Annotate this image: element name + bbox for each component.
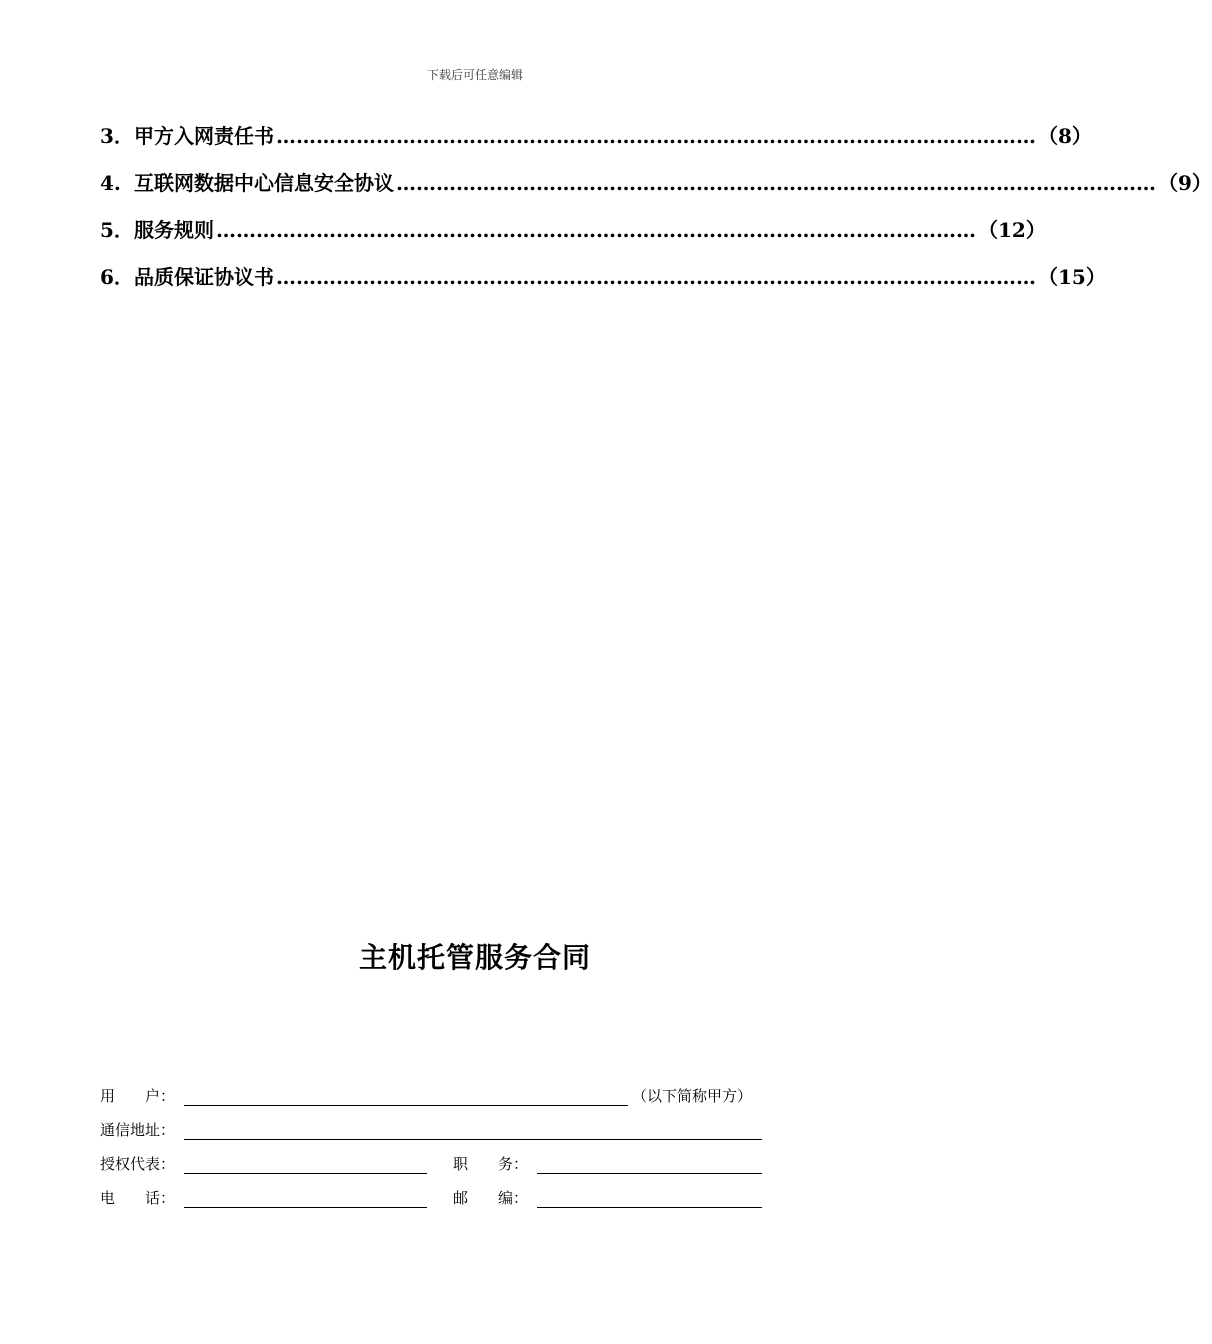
position-field[interactable] xyxy=(537,1155,762,1174)
phone-row xyxy=(100,1174,780,1208)
toc-item-page: （15） xyxy=(1038,265,1106,289)
toc-item[interactable] xyxy=(100,167,1212,214)
toc-leader-dots: …………………………………………………………………………………………………… xyxy=(276,265,1036,289)
rep-row xyxy=(100,1140,780,1174)
contract-title: 主机托管服务合同 xyxy=(358,941,591,974)
rep-label: 授权代表： xyxy=(100,1155,176,1173)
toc-item-page: （9） xyxy=(1158,171,1212,195)
user-label: 用 户： xyxy=(100,1087,176,1105)
toc-item-title: 服务规则 xyxy=(134,218,214,242)
phone-field[interactable] xyxy=(184,1189,427,1208)
toc-leader-dots: …………………………………………………………………………………………………… xyxy=(216,218,976,242)
postcode-label: 邮 编： xyxy=(453,1189,529,1207)
address-label: 通信地址： xyxy=(100,1121,176,1139)
toc-item-title: 甲方入网责任书 xyxy=(134,124,274,148)
postcode-field[interactable] xyxy=(537,1189,762,1208)
user-field[interactable] xyxy=(184,1087,628,1106)
rep-field[interactable] xyxy=(184,1155,427,1174)
toc-item-number: 3． xyxy=(100,124,134,148)
toc-leader-dots: …………………………………………………………………………………………………… xyxy=(396,171,1156,195)
toc-item-title: 互联网数据中心信息安全协议 xyxy=(134,171,394,195)
toc-item-title: 品质保证协议书 xyxy=(134,265,274,289)
table-of-contents xyxy=(100,120,1212,308)
user-row xyxy=(100,1072,780,1106)
toc-item-number: 5． xyxy=(100,218,134,242)
phone-label: 电 话： xyxy=(100,1189,176,1207)
address-field[interactable] xyxy=(184,1121,762,1140)
toc-item-number: 4. xyxy=(100,171,121,195)
party-info-form xyxy=(100,1072,780,1208)
toc-leader-dots: …………………………………………………………………………………………………… xyxy=(276,124,1036,148)
toc-item[interactable] xyxy=(100,120,1092,167)
user-suffix: （以下简称甲方） xyxy=(632,1087,753,1105)
toc-item[interactable] xyxy=(100,214,1046,261)
toc-item-page: （12） xyxy=(978,218,1046,242)
position-label: 职 务： xyxy=(453,1155,529,1173)
toc-item-number: 6． xyxy=(100,265,134,289)
address-row xyxy=(100,1106,780,1140)
page-header: 下载后可任意编辑 xyxy=(426,68,523,82)
toc-item[interactable] xyxy=(100,261,1106,308)
toc-item-page: （8） xyxy=(1038,124,1092,148)
